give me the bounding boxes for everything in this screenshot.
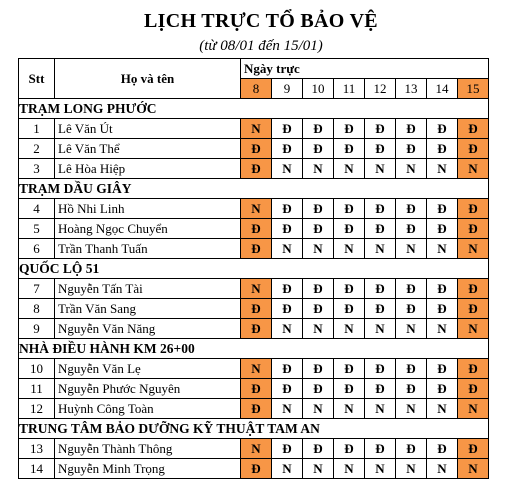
- row-number: 8: [19, 299, 55, 319]
- shift-cell: Đ: [272, 379, 303, 399]
- shift-cell: Đ: [396, 299, 427, 319]
- shift-cell: Đ: [365, 139, 396, 159]
- shift-cell: Đ: [241, 319, 272, 339]
- shift-cell: Đ: [396, 439, 427, 459]
- group-row: [19, 99, 489, 119]
- shift-cell: N: [458, 319, 489, 339]
- table-row: [19, 459, 489, 479]
- shift-cell: Đ: [396, 219, 427, 239]
- shift-cell: Đ: [427, 119, 458, 139]
- shift-cell: Đ: [334, 139, 365, 159]
- table-row: [19, 119, 489, 139]
- shift-cell: Đ: [365, 119, 396, 139]
- shift-cell: N: [303, 459, 334, 479]
- shift-cell: Đ: [241, 219, 272, 239]
- shift-cell: N: [272, 399, 303, 419]
- table-row: [19, 219, 489, 239]
- shift-cell: Đ: [241, 159, 272, 179]
- shift-cell: N: [241, 119, 272, 139]
- shift-cell: Đ: [272, 359, 303, 379]
- shift-cell: N: [396, 399, 427, 419]
- shift-cell: Đ: [458, 219, 489, 239]
- row-number: 3: [19, 159, 55, 179]
- day-header-9: 9: [272, 79, 303, 99]
- row-number: 1: [19, 119, 55, 139]
- shift-cell: N: [365, 319, 396, 339]
- shift-cell: Đ: [365, 439, 396, 459]
- shift-cell: Đ: [365, 359, 396, 379]
- day-header-14: 14: [427, 79, 458, 99]
- group-title: NHÀ ĐIỀU HÀNH KM 26+00: [19, 339, 489, 359]
- employee-name: Nguyễn Thành Thông: [55, 439, 241, 459]
- shift-cell: Đ: [303, 379, 334, 399]
- shift-cell: N: [365, 459, 396, 479]
- shift-cell: N: [334, 319, 365, 339]
- table-row: [19, 139, 489, 159]
- employee-name: Nguyễn Tấn Tài: [55, 279, 241, 299]
- shift-cell: Đ: [427, 219, 458, 239]
- shift-cell: Đ: [365, 199, 396, 219]
- group-title: TRUNG TÂM BẢO DƯỠNG KỸ THUẬT TAM AN: [19, 419, 489, 439]
- shift-cell: Đ: [396, 279, 427, 299]
- row-number: 12: [19, 399, 55, 419]
- shift-cell: Đ: [272, 139, 303, 159]
- shift-cell: N: [272, 459, 303, 479]
- shift-cell: N: [303, 159, 334, 179]
- shift-cell: N: [334, 459, 365, 479]
- group-title: QUỐC LỘ 51: [19, 259, 489, 279]
- shift-cell: N: [272, 239, 303, 259]
- table-row: [19, 439, 489, 459]
- employee-name: Nguyễn Phước Nguyên: [55, 379, 241, 399]
- shift-cell: N: [272, 319, 303, 339]
- shift-cell: Đ: [241, 239, 272, 259]
- day-header-12: 12: [365, 79, 396, 99]
- shift-cell: Đ: [272, 119, 303, 139]
- shift-cell: Đ: [427, 299, 458, 319]
- roster-body: [19, 99, 489, 479]
- row-number: 5: [19, 219, 55, 239]
- table-row: [19, 159, 489, 179]
- shift-cell: Đ: [458, 299, 489, 319]
- shift-cell: Đ: [396, 139, 427, 159]
- shift-cell: N: [303, 319, 334, 339]
- employee-name: Nguyễn Minh Trọng: [55, 459, 241, 479]
- shift-cell: Đ: [241, 139, 272, 159]
- day-header-11: 11: [334, 79, 365, 99]
- table-header: [19, 59, 489, 99]
- shift-cell: N: [396, 159, 427, 179]
- shift-cell: N: [458, 459, 489, 479]
- shift-cell: N: [427, 239, 458, 259]
- shift-cell: Đ: [396, 379, 427, 399]
- shift-cell: N: [427, 159, 458, 179]
- shift-cell: N: [334, 239, 365, 259]
- table-row: [19, 279, 489, 299]
- shift-cell: Đ: [303, 299, 334, 319]
- shift-cell: N: [334, 159, 365, 179]
- employee-name: Trần Thanh Tuấn: [55, 239, 241, 259]
- shift-cell: N: [396, 319, 427, 339]
- shift-cell: Đ: [365, 219, 396, 239]
- row-number: 4: [19, 199, 55, 219]
- shift-cell: Đ: [427, 439, 458, 459]
- employee-name: Nguyễn Văn Năng: [55, 319, 241, 339]
- shift-cell: N: [458, 239, 489, 259]
- shift-cell: Đ: [303, 439, 334, 459]
- shift-cell: N: [365, 239, 396, 259]
- shift-cell: N: [396, 459, 427, 479]
- shift-cell: Đ: [303, 119, 334, 139]
- shift-cell: Đ: [396, 119, 427, 139]
- shift-cell: N: [241, 439, 272, 459]
- row-number: 11: [19, 379, 55, 399]
- shift-cell: Đ: [458, 379, 489, 399]
- row-number: 9: [19, 319, 55, 339]
- stt-header: Stt: [19, 59, 55, 99]
- table-row: [19, 379, 489, 399]
- table-row: [19, 239, 489, 259]
- shift-cell: N: [458, 399, 489, 419]
- shift-cell: N: [427, 319, 458, 339]
- shift-cell: Đ: [427, 199, 458, 219]
- page-title: LỊCH TRỰC TỔ BẢO VỆ: [144, 10, 378, 32]
- table-row: [19, 199, 489, 219]
- employee-name: Huỳnh Công Toàn: [55, 399, 241, 419]
- shift-cell: Đ: [241, 299, 272, 319]
- row-number: 2: [19, 139, 55, 159]
- shift-cell: Đ: [241, 399, 272, 419]
- shift-cell: Đ: [303, 219, 334, 239]
- group-row: [19, 419, 489, 439]
- shift-cell: N: [303, 399, 334, 419]
- group-title: TRẠM LONG PHƯỚC: [19, 99, 489, 119]
- shift-cell: N: [427, 459, 458, 479]
- group-row: [19, 179, 489, 199]
- shift-cell: Đ: [427, 279, 458, 299]
- shift-cell: Đ: [458, 139, 489, 159]
- shift-cell: Đ: [334, 279, 365, 299]
- shift-cell: Đ: [334, 219, 365, 239]
- table-row: [19, 359, 489, 379]
- shift-cell: Đ: [334, 359, 365, 379]
- shift-cell: Đ: [334, 379, 365, 399]
- group-row: [19, 259, 489, 279]
- employee-name: Hoàng Ngọc Chuyển: [55, 219, 241, 239]
- shift-cell: N: [334, 399, 365, 419]
- day-header-8: 8: [241, 79, 272, 99]
- shift-cell: Đ: [241, 379, 272, 399]
- shift-cell: Đ: [272, 439, 303, 459]
- shift-cell: N: [241, 279, 272, 299]
- shift-cell: Đ: [458, 279, 489, 299]
- date-range-subtitle: (từ 08/01 đến 15/01): [199, 38, 323, 54]
- employee-name: Lê Văn Út: [55, 119, 241, 139]
- day-header-10: 10: [303, 79, 334, 99]
- shift-cell: Đ: [458, 439, 489, 459]
- shift-cell: Đ: [303, 199, 334, 219]
- group-title: TRẠM DẦU GIÂY: [19, 179, 489, 199]
- shift-cell: Đ: [272, 299, 303, 319]
- shift-cell: Đ: [334, 199, 365, 219]
- shift-cell: N: [365, 159, 396, 179]
- shift-cell: Đ: [365, 379, 396, 399]
- table-row: [19, 319, 489, 339]
- shift-cell: Đ: [396, 199, 427, 219]
- employee-name: Lê Văn Thể: [55, 139, 241, 159]
- shift-cell: Đ: [427, 359, 458, 379]
- shift-cell: Đ: [303, 279, 334, 299]
- row-number: 7: [19, 279, 55, 299]
- employee-name: Hồ Nhi Linh: [55, 199, 241, 219]
- employee-name: Lê Hòa Hiệp: [55, 159, 241, 179]
- shift-cell: Đ: [241, 459, 272, 479]
- shift-cell: N: [365, 399, 396, 419]
- table-row: [19, 299, 489, 319]
- table-row: [19, 399, 489, 419]
- duty-roster-table: [18, 58, 489, 479]
- group-row: [19, 339, 489, 359]
- row-number: 6: [19, 239, 55, 259]
- shift-cell: Đ: [427, 379, 458, 399]
- shift-cell: Đ: [272, 199, 303, 219]
- shift-cell: Đ: [427, 139, 458, 159]
- day-header-15: 15: [458, 79, 489, 99]
- shift-cell: Đ: [365, 279, 396, 299]
- shift-cell: Đ: [458, 199, 489, 219]
- shift-cell: Đ: [334, 439, 365, 459]
- shift-cell: N: [396, 239, 427, 259]
- duty-days-header: Ngày trực: [241, 59, 489, 79]
- row-number: 10: [19, 359, 55, 379]
- shift-cell: Đ: [334, 119, 365, 139]
- employee-name: Nguyễn Văn Lẹ: [55, 359, 241, 379]
- shift-cell: N: [241, 199, 272, 219]
- shift-cell: Đ: [458, 119, 489, 139]
- shift-cell: N: [241, 359, 272, 379]
- shift-cell: N: [272, 159, 303, 179]
- row-number: 14: [19, 459, 55, 479]
- shift-cell: N: [303, 239, 334, 259]
- shift-cell: Đ: [365, 299, 396, 319]
- day-header-13: 13: [396, 79, 427, 99]
- employee-name: Trần Văn Sang: [55, 299, 241, 319]
- shift-cell: Đ: [303, 359, 334, 379]
- shift-cell: N: [427, 399, 458, 419]
- shift-cell: Đ: [458, 359, 489, 379]
- shift-cell: Đ: [396, 359, 427, 379]
- shift-cell: Đ: [303, 139, 334, 159]
- name-header: Họ và tên: [55, 59, 241, 99]
- shift-cell: Đ: [272, 219, 303, 239]
- shift-cell: Đ: [334, 299, 365, 319]
- row-number: 13: [19, 439, 55, 459]
- shift-cell: Đ: [272, 279, 303, 299]
- shift-cell: N: [458, 159, 489, 179]
